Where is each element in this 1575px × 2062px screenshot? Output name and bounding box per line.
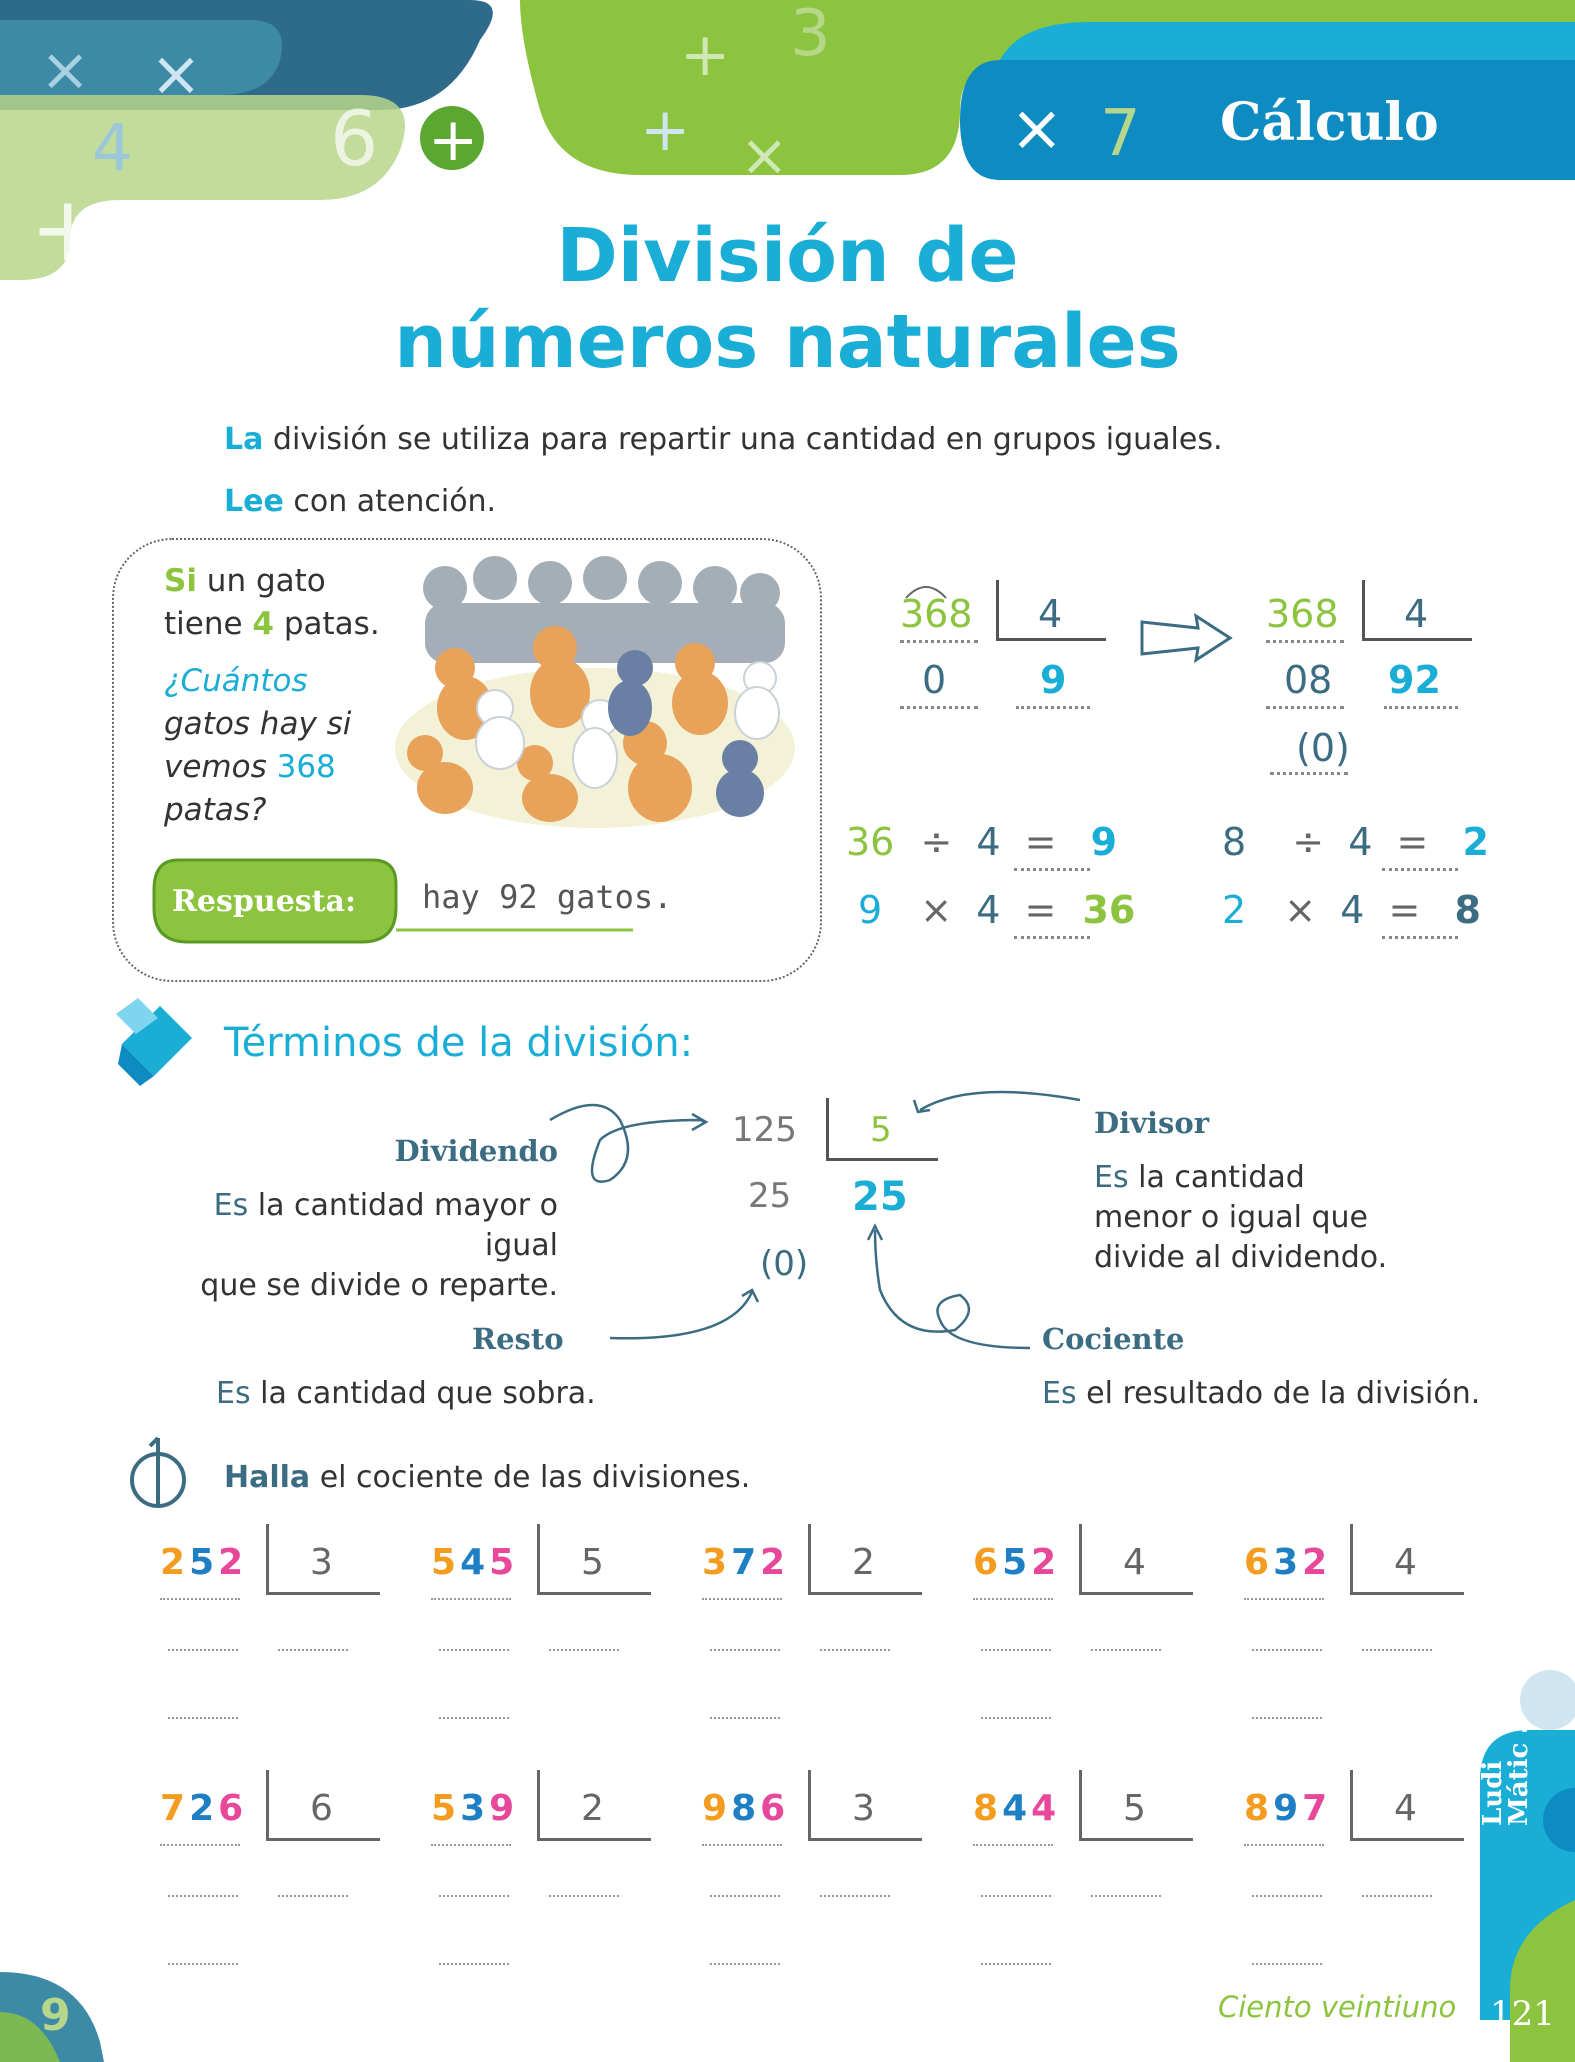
corner-number: 9 [40,1990,71,2041]
resto-l1: la cantidad que sobra. [250,1376,596,1411]
eq2-a: 9 [858,888,883,932]
dividend-digit: 5 [189,1542,219,1583]
step1-dividend-value: 368 [900,592,973,636]
page-number: 121 [1490,1994,1555,2034]
brand-line2: Mátic 3 [1504,1715,1534,1826]
eq2-dots [1014,936,1090,939]
dividend-digit: 6 [973,1542,1003,1583]
equation-2 [858,888,1135,932]
division-hline [266,1592,380,1595]
eraser-icon [112,994,208,1090]
answer-blank-final[interactable] [168,1963,238,1965]
answer-blank-quotient[interactable] [820,1649,890,1651]
dividend-dots [160,1844,240,1846]
answer-blank-final[interactable] [710,1963,780,1965]
cociente-l1: el resultado de la división. [1076,1376,1481,1411]
answer-blank-final[interactable] [168,1717,238,1719]
svg-text:+: + [30,177,106,282]
resto-desc [216,1374,596,1414]
brand-line1: Ludi [1478,1760,1508,1826]
division-hline [266,1838,380,1841]
dividend-digit: 5 [431,1788,461,1829]
dividend-digit: 8 [973,1788,1003,1829]
divisor-l3: divide al dividendo. [1094,1240,1388,1275]
dividend-digit: 7 [160,1788,190,1829]
division-vline [266,1770,269,1838]
answer-blank-final[interactable] [981,1963,1051,1965]
eq4-dots [1382,936,1458,939]
page-number-words: Ciento veintiuno [1218,1990,1457,2024]
dividend-dots [160,1598,240,1600]
eq1-result: 9 [1090,820,1118,864]
dividendo-l1: la cantidad mayor o igual [248,1188,558,1263]
eq3-eq: = [1396,820,1429,864]
dividend-digit: 2 [760,1542,790,1583]
exercise-dividend [973,1542,1060,1583]
terms-arrows [540,1080,1100,1370]
answer-blank-remainder[interactable] [981,1649,1051,1651]
dividend-digit: 3 [1273,1542,1303,1583]
division-vline [1350,1524,1353,1592]
answer-blank-remainder[interactable] [439,1895,509,1897]
cociente-desc [1042,1374,1480,1414]
exercise-divisor: 5 [1123,1788,1146,1829]
svg-text:+: + [680,20,731,90]
eq2-b: 4 [976,888,1001,932]
dividend-digit: 9 [702,1788,732,1829]
svg-text:6: 6 [330,94,379,183]
answer-blank-quotient[interactable] [278,1649,348,1651]
terms-partial: 25 [748,1176,792,1216]
division-hline [1350,1838,1464,1841]
cociente-es: Es [1042,1376,1077,1411]
page-title-line2: números naturales [394,299,1181,385]
divisor-title: Divisor [1094,1106,1209,1140]
dividend-digit: 4 [1031,1788,1061,1829]
answer-blank-remainder[interactable] [1252,1895,1322,1897]
story-q2: gatos hay si [164,706,352,742]
step2-div-vline [1362,580,1365,638]
eq3-result: 2 [1462,820,1489,864]
answer-blank-remainder[interactable] [710,1895,780,1897]
eq3-a: 8 [1222,820,1247,864]
dividend-dots [702,1844,782,1846]
answer-blank-remainder[interactable] [168,1895,238,1897]
answer-blank-quotient[interactable] [278,1895,348,1897]
division-vline [537,1770,540,1838]
eq1-dots [1014,868,1090,871]
answer-blank-quotient[interactable] [1362,1649,1432,1651]
intro-lead1: La [224,422,264,457]
step1-divisor: 4 [1038,592,1063,636]
division-exercise [973,1770,1203,1990]
answer-label: Respuesta: [172,884,357,919]
intro-lead2: Lee [224,484,284,519]
svg-text:×: × [40,35,91,105]
dividend-digit: 9 [489,1788,519,1829]
eq4-op: × [1284,888,1317,932]
exercise-row-1 [160,1524,1480,1744]
exercise-dividend [160,1542,247,1583]
division-vline [1079,1770,1082,1838]
eq3-b: 4 [1348,820,1373,864]
dividend-dots [973,1598,1053,1600]
svg-text:+: + [640,95,691,165]
eq1-op: ÷ [920,820,953,864]
dividend-digit: 2 [189,1788,219,1829]
divisor-l1: la cantidad [1128,1160,1305,1195]
answer-blank-quotient[interactable] [549,1895,619,1897]
answer-blank-quotient[interactable] [1091,1649,1161,1651]
division-exercise [973,1524,1203,1744]
division-exercise [431,1524,661,1744]
terms-heading: Términos de la división: [224,1020,694,1066]
answer-blank-remainder[interactable] [439,1649,509,1651]
division-vline [537,1524,540,1592]
step1-remainder-dots [900,706,978,709]
answer-blank-final[interactable] [710,1717,780,1719]
exercise-divisor: 4 [1394,1788,1417,1829]
dividend-digit: 7 [1302,1788,1332,1829]
svg-text:+: + [428,105,479,175]
story-q3: vemos [164,749,277,785]
exercise-dividend [1244,1788,1331,1829]
dividend-digit: 5 [431,1542,461,1583]
dividendo-l2: que se divide o reparte. [200,1268,558,1303]
eq2-result: 36 [1082,888,1136,932]
division-exercise [160,1770,390,1990]
step2-quotient-dots [1384,706,1458,709]
answer-blank-quotient[interactable] [820,1895,890,1897]
answer-blank-final[interactable] [1252,1717,1322,1719]
exercise-row-2 [160,1770,1480,1990]
story-text [164,560,380,832]
dividend-dots [431,1844,511,1846]
dividend-dots [973,1844,1053,1846]
dividend-digit: 6 [218,1788,248,1829]
division-hline [1350,1592,1464,1595]
arrow-icon [1138,612,1234,666]
answer-blank-remainder[interactable] [168,1649,238,1651]
exercise-divisor: 3 [310,1542,333,1583]
step2-dividend: 368 [1266,592,1339,636]
grouping-arc [902,580,952,600]
step2-remainder: 08 [1284,658,1333,702]
dividendo-desc [140,1186,558,1306]
answer-blank-final[interactable] [981,1717,1051,1719]
story-line1: un gato [196,563,326,599]
exercise-divisor: 4 [1394,1542,1417,1583]
dividend-digit: 7 [731,1542,761,1583]
eq2-op: × [920,888,953,932]
dividend-digit: 5 [1002,1542,1032,1583]
dividend-digit: 9 [1273,1788,1303,1829]
intro-line1 [224,422,1223,457]
division-vline [808,1524,811,1592]
section-label: Cálculo [1220,92,1439,153]
dividend-digit: 6 [1244,1542,1274,1583]
exercise-divisor: 2 [581,1788,604,1829]
dividend-digit: 3 [460,1788,490,1829]
division-vline [808,1770,811,1838]
exercise-dividend [160,1788,247,1829]
exercise-divisor: 5 [581,1542,604,1583]
answer-blank-quotient[interactable] [549,1649,619,1651]
exercise-dividend [702,1788,789,1829]
eq2-eq: = [1024,888,1057,932]
division-vline [1079,1524,1082,1592]
dividend-digit: 6 [760,1788,790,1829]
activity-number-icon [128,1434,198,1514]
story-q3-number: 368 [276,749,336,785]
svg-text:×: × [1010,92,1064,166]
eq4-a: 2 [1222,888,1247,932]
eq4-result: 8 [1454,888,1481,932]
dividend-digit: 4 [1002,1788,1032,1829]
step2-remainder-dots [1266,706,1344,709]
terms-dividend: 125 [732,1110,797,1150]
eq1-eq: = [1024,820,1057,864]
exercise-dividend [1244,1542,1331,1583]
intro-line2 [224,484,496,519]
division-exercise [702,1770,932,1990]
step1-quotient-dots [1016,706,1090,709]
dividend-dots [431,1598,511,1600]
division-exercise [1244,1524,1474,1744]
dividend-digit: 2 [160,1542,190,1583]
dividend-digit: 8 [1244,1788,1274,1829]
divisor-es: Es [1094,1160,1129,1195]
division-exercise [1244,1770,1474,1990]
eq1-a: 36 [846,820,895,864]
dividend-digit: 5 [489,1542,519,1583]
cociente-title: Cociente [1042,1322,1185,1356]
dividend-digit: 2 [1031,1542,1061,1583]
answer-blank-final[interactable] [439,1717,509,1719]
dividendo-title: Dividendo [394,1134,558,1168]
dividend-dots [1244,1844,1324,1846]
activity-text: el cociente de las divisiones. [310,1460,751,1495]
resto-es: Es [216,1376,251,1411]
step1-quotient: 9 [1040,658,1067,702]
eq4-b: 4 [1340,888,1365,932]
exercise-divisor: 3 [852,1788,875,1829]
dividendo-es: Es [213,1188,249,1223]
step2-quotient: 92 [1388,658,1441,702]
page-title-line1: División de [556,213,1019,299]
dividend-digit: 3 [702,1542,732,1583]
answer-blank-quotient[interactable] [1091,1895,1161,1897]
division-exercise [160,1524,390,1744]
story-q4: patas? [164,792,267,828]
exercise-divisor: 2 [852,1542,875,1583]
equation-4 [1222,888,1481,932]
answer-blank-quotient[interactable] [1362,1895,1432,1897]
answer-blank-remainder[interactable] [981,1895,1051,1897]
dividend-digit: 4 [460,1542,490,1583]
activity-number [160,1440,161,1441]
divisor-desc [1094,1158,1387,1278]
terms-divisor: 5 [870,1110,892,1150]
answer-blank-remainder[interactable] [1252,1649,1322,1651]
svg-text:×: × [150,37,202,110]
dividend-digit: 8 [731,1788,761,1829]
exercise-divisor: 4 [1123,1542,1146,1583]
division-hline [1079,1838,1193,1841]
intro-text1: división se utiliza para repartir una cantidad en grupos iguales. [263,422,1223,457]
division-vline [1350,1770,1353,1838]
step1-div-vline [996,580,999,638]
exercise-dividend [431,1788,518,1829]
cats-illustration [385,548,805,838]
brand-name [1480,1646,1534,1826]
svg-text:7: 7 [1100,97,1141,171]
division-exercise [702,1524,932,1744]
resto-title: Resto [472,1322,564,1356]
eq3-op: ÷ [1292,820,1325,864]
activity-lead: Halla [224,1460,311,1495]
step2-div-hline [1362,638,1472,641]
division-hline [1079,1592,1193,1595]
exercise-divisor: 6 [310,1788,333,1829]
step1-div-hline [996,638,1106,641]
story-line2b: patas. [274,606,380,642]
eq3-dots [1382,868,1458,871]
division-hline [808,1838,922,1841]
story-q1: ¿Cuántos [164,663,308,699]
answer-blank-final[interactable] [439,1963,509,1965]
story-line2a: tiene [164,606,253,642]
exercise-dividend [431,1542,518,1583]
step2-final-dots [1270,772,1348,775]
terms-remainder: (0) [760,1244,809,1284]
eq4-eq: = [1388,888,1421,932]
exercise-dividend [702,1542,789,1583]
equation-3 [1222,820,1489,864]
terms-quotient: 25 [852,1174,908,1220]
division-vline [266,1524,269,1592]
dividend-dots [702,1598,782,1600]
step2-final-remainder: (0) [1296,726,1350,770]
equation-1 [846,820,1117,864]
step1-dividend-dots [900,640,978,643]
step2-dividend-dots [1266,640,1344,643]
division-hline [537,1592,651,1595]
exercise-dividend [973,1788,1060,1829]
svg-text:4: 4 [92,112,133,186]
division-hline [537,1838,651,1841]
dividend-digit: 2 [218,1542,248,1583]
answer-blank-final[interactable] [1252,1963,1322,1965]
svg-text:×: × [740,121,789,189]
step1-remainder: 0 [922,658,947,702]
svg-text:3: 3 [790,0,831,71]
dividend-digit: 2 [1302,1542,1332,1583]
division-hline [808,1592,922,1595]
divisor-l2: menor o igual que [1094,1200,1368,1235]
eq1-b: 4 [976,820,1001,864]
division-exercise [431,1770,661,1990]
step2-divisor: 4 [1404,592,1429,636]
activity-instruction [224,1460,750,1495]
story-legs: 4 [252,606,274,642]
answer-value: hay 92 gatos. [422,878,673,916]
story-si: Si [164,563,197,599]
intro-text2: con atención. [283,484,497,519]
answer-blank-remainder[interactable] [710,1649,780,1651]
dividend-dots [1244,1598,1324,1600]
